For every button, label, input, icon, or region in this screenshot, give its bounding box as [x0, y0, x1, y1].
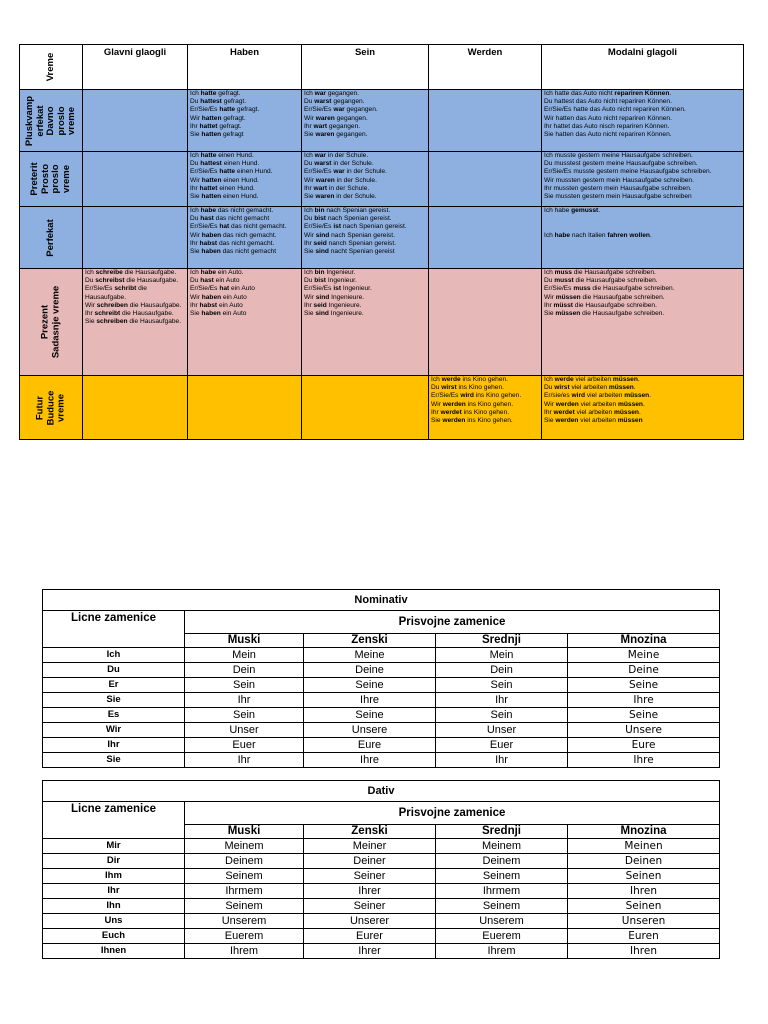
possessive-cell: Seinem: [185, 869, 304, 884]
header-haben: Haben: [188, 45, 302, 90]
pronoun-cell: Mir: [43, 839, 185, 854]
example-sentence: Ihr werdet ins Kino gehen.: [431, 408, 510, 416]
pronoun-cell: Ihnen: [43, 944, 185, 959]
possessive-cell: Ihrmem: [436, 884, 568, 899]
possessive-cell: Deinem: [185, 854, 304, 869]
nominativ-title: Nominativ: [43, 590, 720, 611]
example-sentence: Sie hatten gefragt: [190, 131, 244, 139]
example-sentence: Du hattest einen Hund.: [190, 160, 260, 168]
pronoun-cell: Ihr: [43, 884, 185, 899]
example-sentence: Ich habe das nicht gemacht.: [190, 207, 274, 214]
table-row: [43, 839, 720, 854]
cell-modalni: [542, 207, 744, 269]
cell-werden: [429, 376, 542, 440]
example-sentence: Sie werden viel arbeiten müssen: [544, 417, 643, 425]
example-sentence: Ihr schreibt die Hausaufgabe.: [85, 310, 174, 318]
cell-haben: [188, 152, 302, 207]
example-sentence: Sie waren in der Schule.: [304, 193, 377, 201]
table-row: [43, 854, 720, 869]
example-sentence: Du musstest gestern meine Hausaufgabe schreiben.: [544, 160, 698, 168]
table-row: [43, 648, 720, 663]
pronoun-cell: Dir: [43, 854, 185, 869]
possessive-cell: Unserem: [436, 914, 568, 929]
possessive-cell: Unserem: [185, 914, 304, 929]
example-sentence: Sie werden ins Kino gehen.: [431, 417, 513, 425]
example-sentence: Sie sind Ingenieure.: [304, 310, 364, 318]
possessive-cell: Sein: [185, 708, 304, 723]
example-sentence: Ich muss die Hausaufgabe schreiben.: [544, 269, 656, 276]
possessive-cell: Euer: [185, 738, 304, 753]
cell-modalni: [542, 152, 744, 207]
example-sentence: Er/sie/es wird viel arbeiten müssen.: [544, 392, 652, 400]
example-sentence: Er/Sie/Es hatte einen Hund.: [190, 168, 273, 176]
cell-modalni: [542, 90, 744, 152]
example-sentence: Ihr werdet viel arbeiten müssen.: [544, 408, 641, 416]
possessive-cell: Seine: [568, 678, 720, 693]
possessive-cell: Deinen: [568, 854, 720, 869]
tenses-header-row: [20, 45, 744, 90]
possessive-cell: Ihrer: [304, 884, 436, 899]
cell-haben: [188, 90, 302, 152]
table-row: [43, 678, 720, 693]
example-sentence: Ihr hattet einen Hund.: [190, 184, 255, 192]
cell-glavni: [83, 269, 188, 376]
possessive-cell: Unsere: [568, 723, 720, 738]
example-sentence: Ich habe nach Italien fahren wollen.: [544, 231, 652, 239]
possessive-cell: Ihrer: [304, 944, 436, 959]
column-header: Muski: [185, 825, 304, 839]
example-sentence: Ihr seid nanch Spenian gereist.: [304, 239, 397, 247]
example-sentence: Ihr wart gegangen.: [304, 122, 361, 130]
table-row: [43, 708, 720, 723]
example-sentence: Ich bin Ingenieur.: [304, 269, 356, 276]
possessive-cell: Dein: [185, 663, 304, 678]
table-row: [43, 693, 720, 708]
example-sentence: Wir hatten gefragt.: [190, 114, 246, 122]
example-sentence: Ich musste gestern meine Hausaufgabe schreiben.: [544, 152, 693, 159]
tense-row-preterit: [20, 152, 744, 207]
example-sentence: Du wirst viel arbeiten müssen.: [544, 384, 636, 392]
possessive-cell: Deine: [304, 663, 436, 678]
example-sentence: Er/Sie/Es hat das nicht gemacht.: [190, 223, 287, 231]
example-sentence: Wir waren gegangen.: [304, 114, 368, 122]
example-sentence: Du wirst ins Kino gehen.: [431, 384, 504, 392]
example-sentence: Er/Sie/Es war gegangen.: [304, 106, 378, 114]
example-sentence: Sie waren gegangen.: [304, 131, 368, 139]
example-sentence: Ihr seid Ingenieure.: [304, 301, 362, 309]
example-sentence: Ich war gegangen.: [304, 90, 360, 97]
possessive-cell: Seinem: [436, 869, 568, 884]
possessive-cell: Ihr: [436, 693, 568, 708]
possessive-cell: Eurer: [304, 929, 436, 944]
tense-label: Futur Buduce vreme: [20, 376, 83, 440]
possessive-cell: Ihre: [304, 693, 436, 708]
table-row: [43, 663, 720, 678]
example-sentence: Du hast das nicht gemacht: [190, 215, 270, 223]
possessive-cell: Eure: [304, 738, 436, 753]
header-werden: Werden: [429, 45, 542, 90]
table-row: [43, 884, 720, 899]
example-sentence: Er/Sie/Es ist nach Spenian gereist.: [304, 223, 407, 231]
possessive-cell: Ihrmem: [185, 884, 304, 899]
possessive-cell: Ihren: [568, 884, 720, 899]
possessive-cell: Seinen: [568, 899, 720, 914]
table-row: [43, 723, 720, 738]
example-sentence: Ihr habst ein Auto: [190, 301, 243, 309]
example-sentence: Du hattest gefragt.: [190, 98, 247, 106]
possessive-cell: Deiner: [304, 854, 436, 869]
header-vreme: Vreme: [20, 45, 83, 90]
example-sentence: Ich werde viel arbeiten müssen.: [544, 376, 640, 383]
example-sentence: Wir werden ins Kino gehen.: [431, 400, 514, 408]
possessive-cell: Mein: [436, 648, 568, 663]
tense-row-pluskvamperfekat: [20, 90, 744, 152]
possessive-cell: Unser: [185, 723, 304, 738]
header-modalni-glagoli: Modalni glagoli: [542, 45, 744, 90]
table-row: [43, 944, 720, 959]
possessive-cell: Euerem: [185, 929, 304, 944]
possessive-cell: Ihr: [185, 753, 304, 768]
tense-row-futur: [20, 376, 744, 440]
table-row: [43, 914, 720, 929]
example-sentence: Wir hatten einen Hund.: [190, 176, 259, 184]
pronoun-cell: Ich: [43, 648, 185, 663]
example-sentence: Er/Sie/Es wird ins Kino gehen.: [431, 392, 522, 400]
example-sentence: Wir werden viel arbeiten müssen.: [544, 400, 645, 408]
example-sentence: Er/Sie/Es ist Ingenieur.: [304, 285, 372, 293]
tense-label: Preterit Prosto proslo vreme: [20, 152, 83, 207]
cell-werden: [429, 207, 542, 269]
column-header: Srednji: [436, 634, 568, 648]
tenses-table: [19, 44, 744, 440]
example-sentence: Er/Sie/Es war in der Schule.: [304, 168, 387, 176]
example-sentence: Ihr wart in der Schule.: [304, 184, 370, 192]
pronoun-cell: Wir: [43, 723, 185, 738]
cell-haben: [188, 207, 302, 269]
header-glavni-glagoli: Glavni glaogli: [83, 45, 188, 90]
cell-sein: [302, 152, 429, 207]
possessive-cell: Meiner: [304, 839, 436, 854]
cell-glavni: [83, 376, 188, 440]
cell-glavni: [83, 152, 188, 207]
example-sentence: Du warst gegangen.: [304, 98, 365, 106]
dativ-table: [42, 780, 720, 959]
example-sentence: Er/Sie/Es hatte das Auto nicht repariren Können.: [544, 106, 686, 114]
prisvojne-zamenice-header: Prisvojne zamenice: [185, 802, 720, 825]
prisvojne-zamenice-header: Prisvojne zamenice: [185, 611, 720, 634]
possessive-cell: Ihr: [436, 753, 568, 768]
possessive-cell: Ihr: [185, 693, 304, 708]
header-sein: Sein: [302, 45, 429, 90]
pronoun-cell: Es: [43, 708, 185, 723]
column-header: Zenski: [304, 634, 436, 648]
tense-label: Prezent Sadasnje vreme: [20, 269, 83, 376]
example-sentence: Wir sind Ingenieure.: [304, 293, 365, 301]
tense-label: Perfekat: [20, 207, 83, 269]
example-sentence: Ich werde ins Kino gehen.: [431, 376, 508, 383]
example-sentence: Ihr mussten gestern mein Hausaufgabe schreiben.: [544, 184, 692, 192]
nominativ-table: [42, 589, 720, 768]
table-row: [43, 738, 720, 753]
column-header: Srednji: [436, 825, 568, 839]
possessive-cell: Meinem: [185, 839, 304, 854]
cell-haben: [188, 269, 302, 376]
example-sentence: Sie hatten das Auto nicht repariren Können.: [544, 131, 672, 139]
possessive-cell: Seinem: [185, 899, 304, 914]
example-sentence: [544, 223, 741, 231]
example-sentence: Du schreibst die Hausaufgabe.: [85, 277, 179, 285]
example-sentence: Ich hatte das Auto nicht repariren Können.: [544, 90, 672, 97]
possessive-cell: Seinen: [568, 869, 720, 884]
possessive-cell: Meinen: [568, 839, 720, 854]
possessive-cell: Seine: [304, 708, 436, 723]
table-row: [43, 869, 720, 884]
example-sentence: Ich hatte einen Hund.: [190, 152, 254, 159]
example-sentence: Wir sind nach Spenian gereist.: [304, 231, 395, 239]
possessive-cell: Euren: [568, 929, 720, 944]
example-sentence: [544, 215, 741, 223]
example-sentence: Wir waren in der Schule.: [304, 176, 377, 184]
licne-zamenice-header: Licne zamenice: [43, 802, 185, 839]
pronoun-cell: Euch: [43, 929, 185, 944]
example-sentence: Er/Sie/Es muss die Hausaufgabe schreiben.: [544, 285, 675, 293]
example-sentence: Wir mussten gestern mein Hausaufgabe schreiben.: [544, 176, 694, 184]
possessive-cell: Euerem: [436, 929, 568, 944]
possessive-cell: Seiner: [304, 899, 436, 914]
example-sentence: Ich habe gemusst.: [544, 207, 601, 214]
example-sentence: Ich schreibe die Hausaufgabe.: [85, 269, 177, 276]
pronoun-cell: Ihm: [43, 869, 185, 884]
possessive-cell: Mein: [185, 648, 304, 663]
possessive-cell: Unser: [436, 723, 568, 738]
cell-modalni: [542, 269, 744, 376]
dativ-title: Dativ: [43, 781, 720, 802]
possessive-cell: Eure: [568, 738, 720, 753]
possessive-cell: Meinem: [436, 839, 568, 854]
tense-label: Pluskvamp erfekat Davno proslo vreme: [20, 90, 83, 152]
possessive-cell: Euer: [436, 738, 568, 753]
example-sentence: Du hattest das Auto nicht repariren Können.: [544, 98, 672, 106]
possessive-cell: Unsere: [304, 723, 436, 738]
licne-zamenice-header: Licne zamenice: [43, 611, 185, 648]
cell-werden: [429, 269, 542, 376]
possessive-cell: Unserer: [304, 914, 436, 929]
cell-modalni: [542, 376, 744, 440]
cell-sein: [302, 269, 429, 376]
column-header: Zenski: [304, 825, 436, 839]
example-sentence: Wir müssen die Hausaufgabe schreiben.: [544, 293, 665, 301]
possessive-cell: Deinem: [436, 854, 568, 869]
table-row: [43, 929, 720, 944]
example-sentence: Ihr hattet das Auto nisch repariren Können.: [544, 122, 670, 130]
cell-glavni: [83, 90, 188, 152]
example-sentence: Sie haben ein Auto: [190, 310, 247, 318]
example-sentence: Er/Sie/Es hat ein Auto: [190, 285, 255, 293]
possessive-cell: Ihre: [568, 753, 720, 768]
pronoun-cell: Er: [43, 678, 185, 693]
pronoun-cell: Sie: [43, 693, 185, 708]
pronoun-cell: Uns: [43, 914, 185, 929]
possessive-cell: Sein: [436, 708, 568, 723]
example-sentence: Sie müssen die Hausaufgabe schreiben.: [544, 310, 665, 318]
possessive-cell: Seinem: [436, 899, 568, 914]
example-sentence: Ihr müsst die Hausaufgabe schreiben.: [544, 301, 657, 309]
cell-werden: [429, 152, 542, 207]
possessive-cell: Ihrem: [436, 944, 568, 959]
example-sentence: Ihr habst das nicht gemacht.: [190, 239, 275, 247]
possessive-cell: Sein: [436, 678, 568, 693]
possessive-cell: Seiner: [304, 869, 436, 884]
possessive-cell: Ihre: [304, 753, 436, 768]
example-sentence: Du bist nach Spenian gereist.: [304, 215, 392, 223]
possessive-cell: Meine: [304, 648, 436, 663]
possessive-cell: Ihrem: [185, 944, 304, 959]
example-sentence: Ich hatte gefragt.: [190, 90, 241, 97]
example-sentence: Wir schreiben die Hausaufgabe.: [85, 301, 182, 309]
example-sentence: Er/Sie/Es hatte gefragt.: [190, 106, 260, 114]
possessive-cell: Unseren: [568, 914, 720, 929]
example-sentence: Sie sind nacht Spenian gereist: [304, 248, 395, 256]
example-sentence: Ihr hattet gefragt.: [190, 122, 242, 130]
pronoun-cell: Sie: [43, 753, 185, 768]
possessive-cell: Ihre: [568, 693, 720, 708]
possessive-cell: Seine: [568, 708, 720, 723]
example-sentence: Ich bin nach Spenian gereist.: [304, 207, 391, 214]
example-sentence: Sie haben das nicht gemacht: [190, 248, 277, 256]
possessive-cell: Dein: [436, 663, 568, 678]
pronoun-cell: Du: [43, 663, 185, 678]
cell-sein: [302, 90, 429, 152]
tense-row-prezent: [20, 269, 744, 376]
pronoun-cell: Ihr: [43, 738, 185, 753]
cell-haben: [188, 376, 302, 440]
column-header: Muski: [185, 634, 304, 648]
possessive-cell: Meine: [568, 648, 720, 663]
cell-sein: [302, 376, 429, 440]
example-sentence: Du warst in der Schule.: [304, 160, 374, 168]
cell-sein: [302, 207, 429, 269]
example-sentence: Er/Sie/Es musste gestern meine Hausaufgabe schreiben.: [544, 168, 712, 176]
cell-werden: [429, 90, 542, 152]
pronoun-cell: Ihn: [43, 899, 185, 914]
table-row: [43, 753, 720, 768]
example-sentence: Wir hatten das Auto nicht repariren Können.: [544, 114, 672, 122]
example-sentence: Du musst die Hausaufgabe schreiben.: [544, 277, 658, 285]
example-sentence: Sie hatten einen Hund.: [190, 193, 259, 201]
example-sentence: Sie mussten gestern mein Hausaufgabe schreiben: [544, 193, 692, 201]
possessive-cell: Ihren: [568, 944, 720, 959]
example-sentence: Ich habe ein Auto.: [190, 269, 244, 276]
possessive-cell: Sein: [185, 678, 304, 693]
example-sentence: Wir haben das nich gemacht.: [190, 231, 277, 239]
example-sentence: Du hast ein Auto: [190, 277, 240, 285]
example-sentence: Ich war in der Schule.: [304, 152, 369, 159]
column-header: Mnozina: [568, 634, 720, 648]
possessive-cell: Seine: [304, 678, 436, 693]
cell-glavni: [83, 207, 188, 269]
table-row: [43, 899, 720, 914]
example-sentence: Du bist Ingenieur.: [304, 277, 357, 285]
example-sentence: Er/Sie/Es schribt die Hausaufgabe.: [85, 285, 147, 301]
column-header: Mnozina: [568, 825, 720, 839]
possessive-cell: Deine: [568, 663, 720, 678]
example-sentence: Wir haben ein Auto: [190, 293, 247, 301]
example-sentence: Sie schreiben die Hausaufgabe.: [85, 318, 182, 326]
tense-row-perfekat: [20, 207, 744, 269]
